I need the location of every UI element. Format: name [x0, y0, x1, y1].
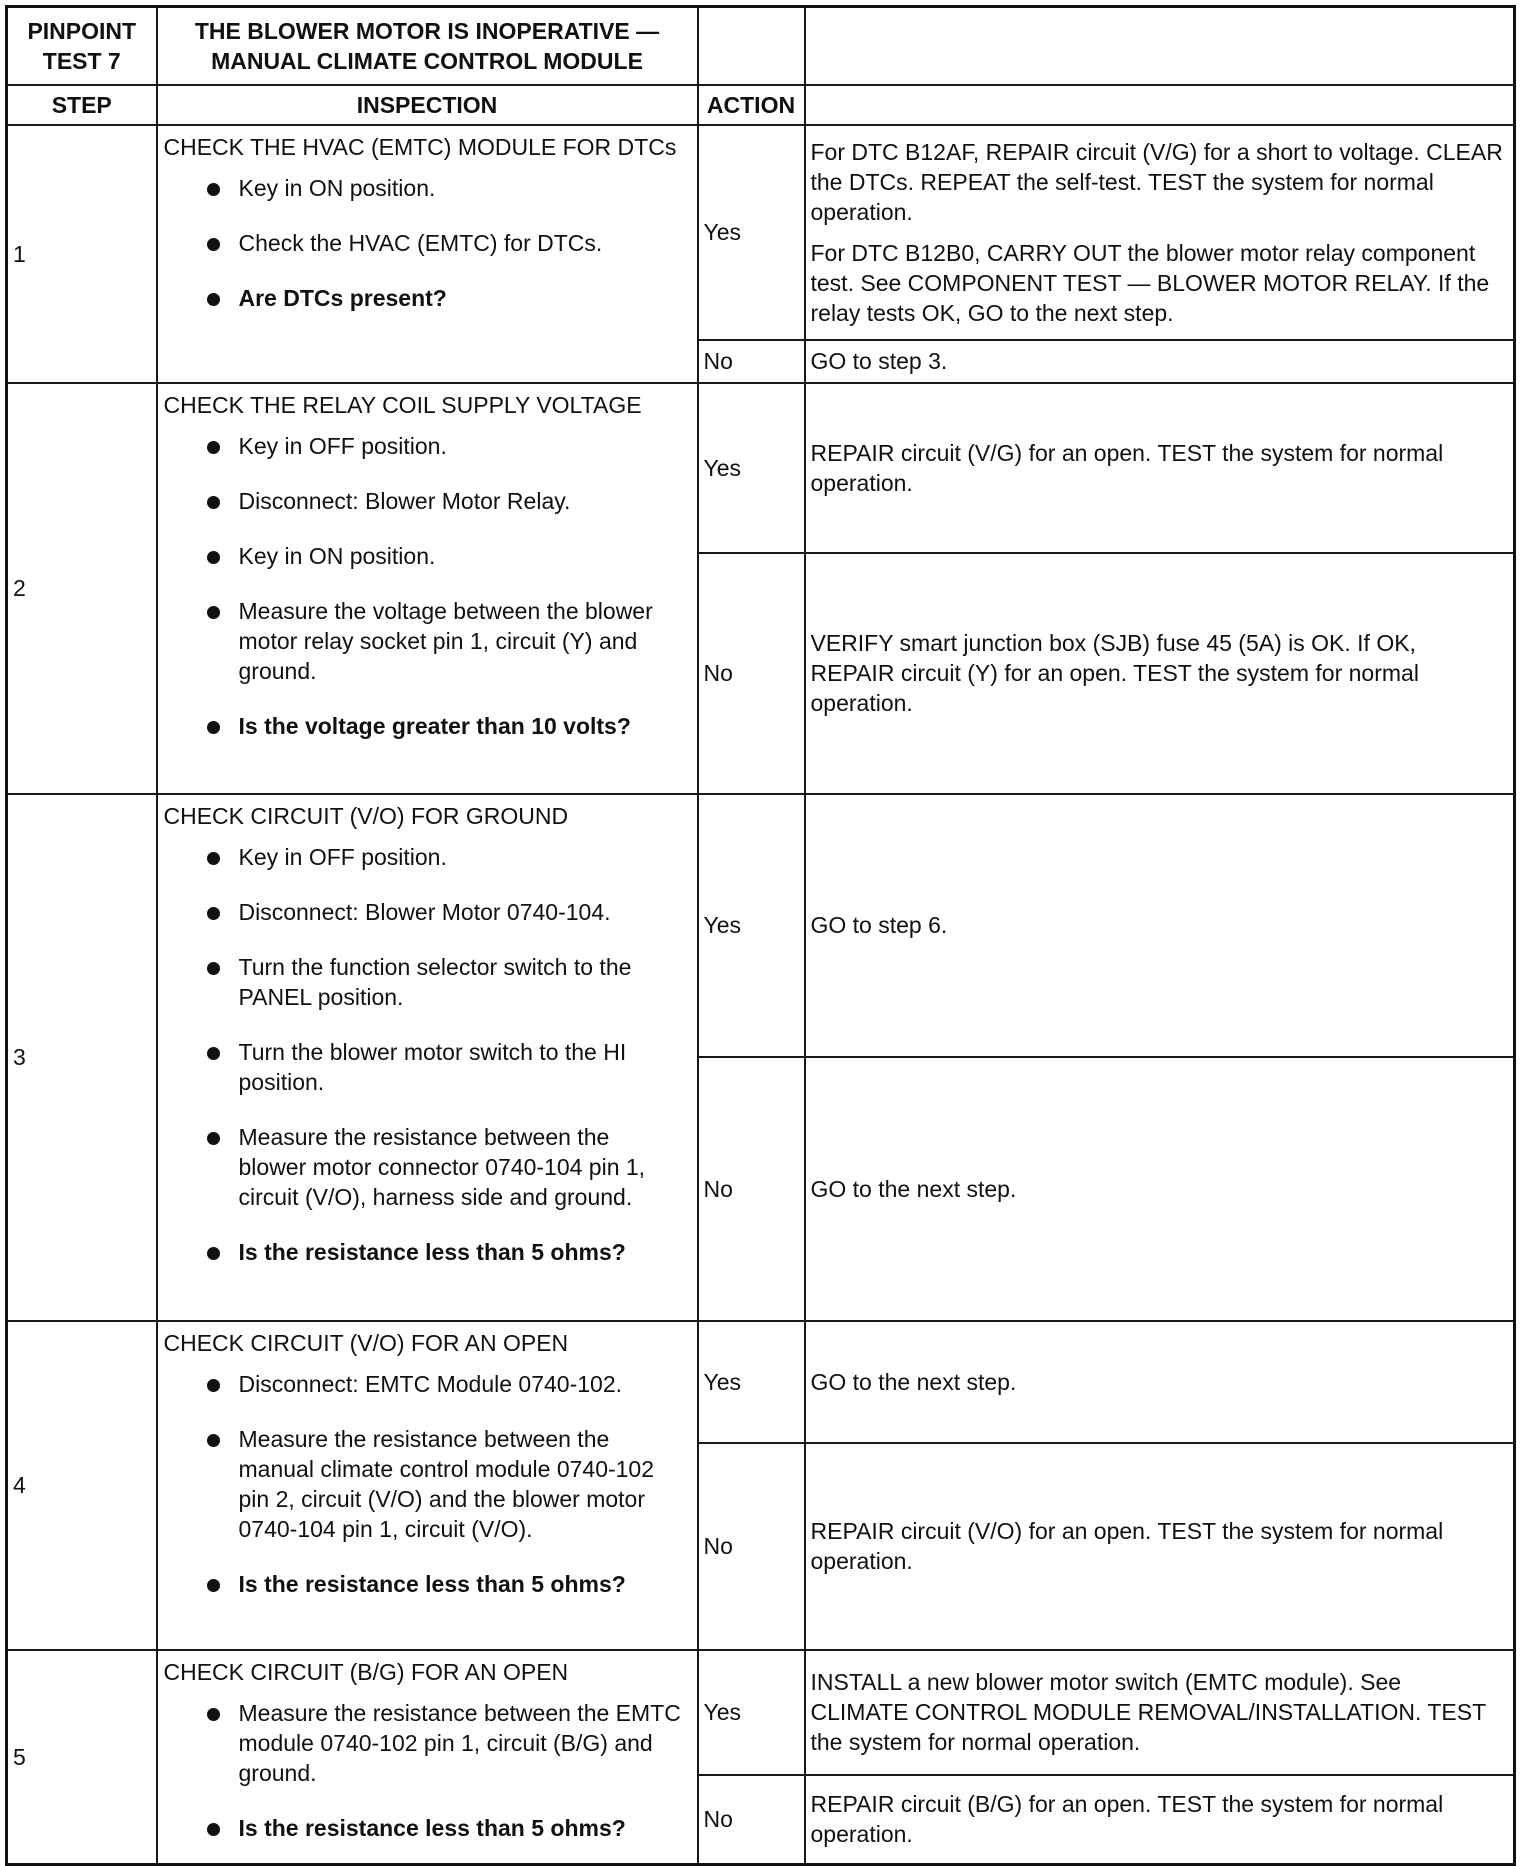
bullet-text: Measure the resistance between the EMTC module 0740-102 pin 1, circuit (B/G) and ground.: [238, 1699, 681, 1786]
question-text: Is the resistance less than 5 ohms?: [238, 1238, 626, 1265]
test-title: [157, 7, 698, 85]
inspection-cell: [157, 383, 698, 794]
bullet-text: Disconnect: Blower Motor Relay.: [238, 487, 571, 514]
bullet-icon: [207, 852, 220, 865]
column-header-action: ACTION: [698, 85, 805, 125]
bullet-icon: [207, 1434, 220, 1447]
bullet-text: Measure the voltage between the blower motor relay socket pin 1, circuit (Y) and ground.: [238, 597, 653, 684]
action-text: GO to the next step.: [810, 1175, 1017, 1202]
bullet-icon: [207, 1823, 220, 1836]
test-title-line-2: MANUAL CLIMATE CONTROL MODULE: [211, 47, 643, 74]
step-number: 4: [7, 1321, 157, 1650]
blank-cell: [698, 7, 805, 85]
title-row: [7, 7, 1515, 85]
inspection-bullet: [164, 431, 683, 461]
yes-answer-label: Yes: [698, 1321, 805, 1443]
inspection-bullet: [164, 1037, 683, 1097]
action-text: INSTALL a new blower motor switch (EMTC module). See CLIMATE CONTROL MODULE REMOVAL/INSTALLATION. TEST the system for normal operation.: [810, 1669, 1486, 1755]
bullet-text: Disconnect: Blower Motor 0740-104.: [238, 898, 611, 925]
action-text: GO to the next step.: [810, 1368, 1017, 1395]
action-text: GO to step 6.: [810, 912, 948, 938]
action-text: REPAIR circuit (V/O) for an open. TEST the system for normal operation.: [810, 1518, 1444, 1574]
inspection-bullet: [164, 486, 683, 516]
action-text: For DTC B12B0, CARRY OUT the blower motor relay component test. See COMPONENT TEST — BLOWER MOTOR RELAY. If the relay tests OK, GO to the next step.: [810, 239, 1490, 326]
inspection-cell: [157, 1650, 698, 1865]
bullet-text: Turn the function selector switch to the PANEL position.: [238, 953, 632, 1010]
step-row: [7, 125, 1515, 340]
bullet-icon: [207, 1047, 220, 1060]
inspection-bullet: [164, 842, 683, 872]
bullet-text: Key in ON position.: [238, 542, 436, 569]
no-answer-label: No: [698, 553, 805, 794]
inspection-list: [164, 1698, 683, 1843]
step-row: [7, 1321, 1515, 1443]
action-text: GO to step 3.: [810, 348, 948, 374]
column-header-inspection: INSPECTION: [157, 85, 698, 125]
inspection-list: [164, 1369, 683, 1599]
bullet-icon: [207, 606, 220, 619]
bullet-icon: [207, 551, 220, 564]
bullet-icon: [207, 496, 220, 509]
pinpoint-test-table: [5, 5, 1516, 1866]
bullet-text: Check the HVAC (EMTC) for DTCs.: [238, 229, 603, 256]
inspection-bullet: [164, 1424, 683, 1544]
yes-answer-label: Yes: [698, 794, 805, 1057]
no-action-cell: [805, 1057, 1515, 1321]
inspection-bullet: [164, 1369, 683, 1399]
bullet-icon: [207, 238, 220, 251]
inspection-bullet: [164, 897, 683, 927]
inspection-title: CHECK CIRCUIT (V/O) FOR GROUND: [163, 802, 569, 829]
inspection-title: CHECK THE HVAC (EMTC) MODULE FOR DTCs: [163, 133, 677, 160]
inspection-title: CHECK CIRCUIT (B/G) FOR AN OPEN: [163, 1658, 569, 1685]
no-answer-label: No: [698, 1775, 805, 1865]
action-text: VERIFY smart junction box (SJB) fuse 45 (5A) is OK. If OK, REPAIR circuit (Y) for an open. TEST the system for normal operation.: [810, 630, 1419, 716]
action-text: REPAIR circuit (B/G) for an open. TEST the system for normal operation.: [810, 1791, 1444, 1848]
yes-answer-label: Yes: [698, 125, 805, 340]
action-text: For DTC B12AF, REPAIR circuit (V/G) for a short to voltage. CLEAR the DTCs. REPEAT the self-test. TEST the system for normal operation.: [810, 138, 1503, 225]
column-header-row: [7, 85, 1515, 125]
bullet-icon: [207, 293, 220, 306]
bullet-text: Key in OFF position.: [238, 432, 447, 459]
yes-action-cell: [805, 1321, 1515, 1443]
bullet-icon: [207, 183, 220, 196]
step-number: 5: [7, 1650, 157, 1865]
step-number: 1: [7, 125, 157, 383]
inspection-list: [164, 431, 683, 741]
question-text: Is the resistance less than 5 ohms?: [238, 1570, 626, 1597]
inspection-bullet: [164, 541, 683, 571]
action-text: REPAIR circuit (V/G) for an open. TEST the system for normal operation.: [810, 439, 1444, 496]
bullet-icon: [207, 441, 220, 454]
no-answer-label: No: [698, 1443, 805, 1650]
inspection-question: [164, 1237, 683, 1267]
inspection-cell: [157, 125, 698, 383]
yes-action-cell: [805, 1650, 1515, 1775]
bullet-text: Key in ON position.: [238, 174, 436, 201]
inspection-title: CHECK THE RELAY COIL SUPPLY VOLTAGE: [163, 391, 642, 418]
step-row: [7, 794, 1515, 1057]
no-action-cell: [805, 1775, 1515, 1865]
step-row: [7, 383, 1515, 553]
inspection-bullet: [164, 173, 683, 203]
bullet-icon: [207, 1132, 220, 1145]
yes-answer-label: Yes: [698, 383, 805, 553]
bullet-icon: [207, 907, 220, 920]
inspection-question: [164, 1813, 683, 1843]
column-header-step: STEP: [7, 85, 157, 125]
blank-cell: [805, 7, 1515, 85]
bullet-icon: [207, 1379, 220, 1392]
inspection-bullet: [164, 228, 683, 258]
bullet-text: Turn the blower motor switch to the HI position.: [238, 1038, 627, 1095]
bullet-icon: [207, 721, 220, 734]
no-answer-label: No: [698, 340, 805, 383]
no-answer-label: No: [698, 1057, 805, 1321]
bullet-text: Disconnect: EMTC Module 0740-102.: [238, 1370, 623, 1397]
inspection-list: [164, 842, 683, 1267]
test-title-line-1: THE BLOWER MOTOR IS INOPERATIVE —: [194, 17, 660, 44]
inspection-bullet: [164, 1698, 683, 1788]
bullet-icon: [207, 1708, 220, 1721]
bullet-icon: [207, 1579, 220, 1592]
no-action-cell: [805, 553, 1515, 794]
bullet-text: Key in OFF position.: [238, 843, 447, 870]
blank-cell: [805, 85, 1515, 125]
inspection-bullet: [164, 1122, 683, 1212]
step-number: 2: [7, 383, 157, 794]
yes-action-cell: [805, 125, 1515, 340]
question-text: Is the resistance less than 5 ohms?: [238, 1814, 626, 1841]
yes-answer-label: Yes: [698, 1650, 805, 1775]
yes-action-cell: [805, 383, 1515, 553]
bullet-icon: [207, 1247, 220, 1260]
pinpoint-line-1: PINPOINT: [27, 17, 137, 44]
yes-action-cell: [805, 794, 1515, 1057]
bullet-icon: [207, 962, 220, 975]
pinpoint-line-2: TEST 7: [42, 47, 121, 74]
inspection-question: [164, 1569, 683, 1599]
no-action-cell: [805, 1443, 1515, 1650]
inspection-list: [164, 173, 683, 313]
inspection-cell: [157, 794, 698, 1321]
inspection-title: CHECK CIRCUIT (V/O) FOR AN OPEN: [163, 1329, 569, 1356]
inspection-bullet: [164, 596, 683, 686]
question-text: Are DTCs present?: [238, 284, 447, 311]
pinpoint-label: [7, 7, 157, 85]
question-text: Is the voltage greater than 10 volts?: [238, 712, 631, 739]
bullet-text: Measure the resistance between the blower motor connector 0740-104 pin 1, circuit (V/O), harness side and ground.: [238, 1123, 646, 1210]
inspection-bullet: [164, 952, 683, 1012]
bullet-text: Measure the resistance between the manual climate control module 0740-102 pin 2, circuit (V/O) and the blower motor 0740-104 pin 1, circuit (V/O).: [238, 1425, 655, 1542]
step-number: 3: [7, 794, 157, 1321]
inspection-question: [164, 711, 683, 741]
no-action-cell: [805, 340, 1515, 383]
inspection-question: [164, 283, 683, 313]
inspection-cell: [157, 1321, 698, 1650]
step-row: [7, 1650, 1515, 1775]
